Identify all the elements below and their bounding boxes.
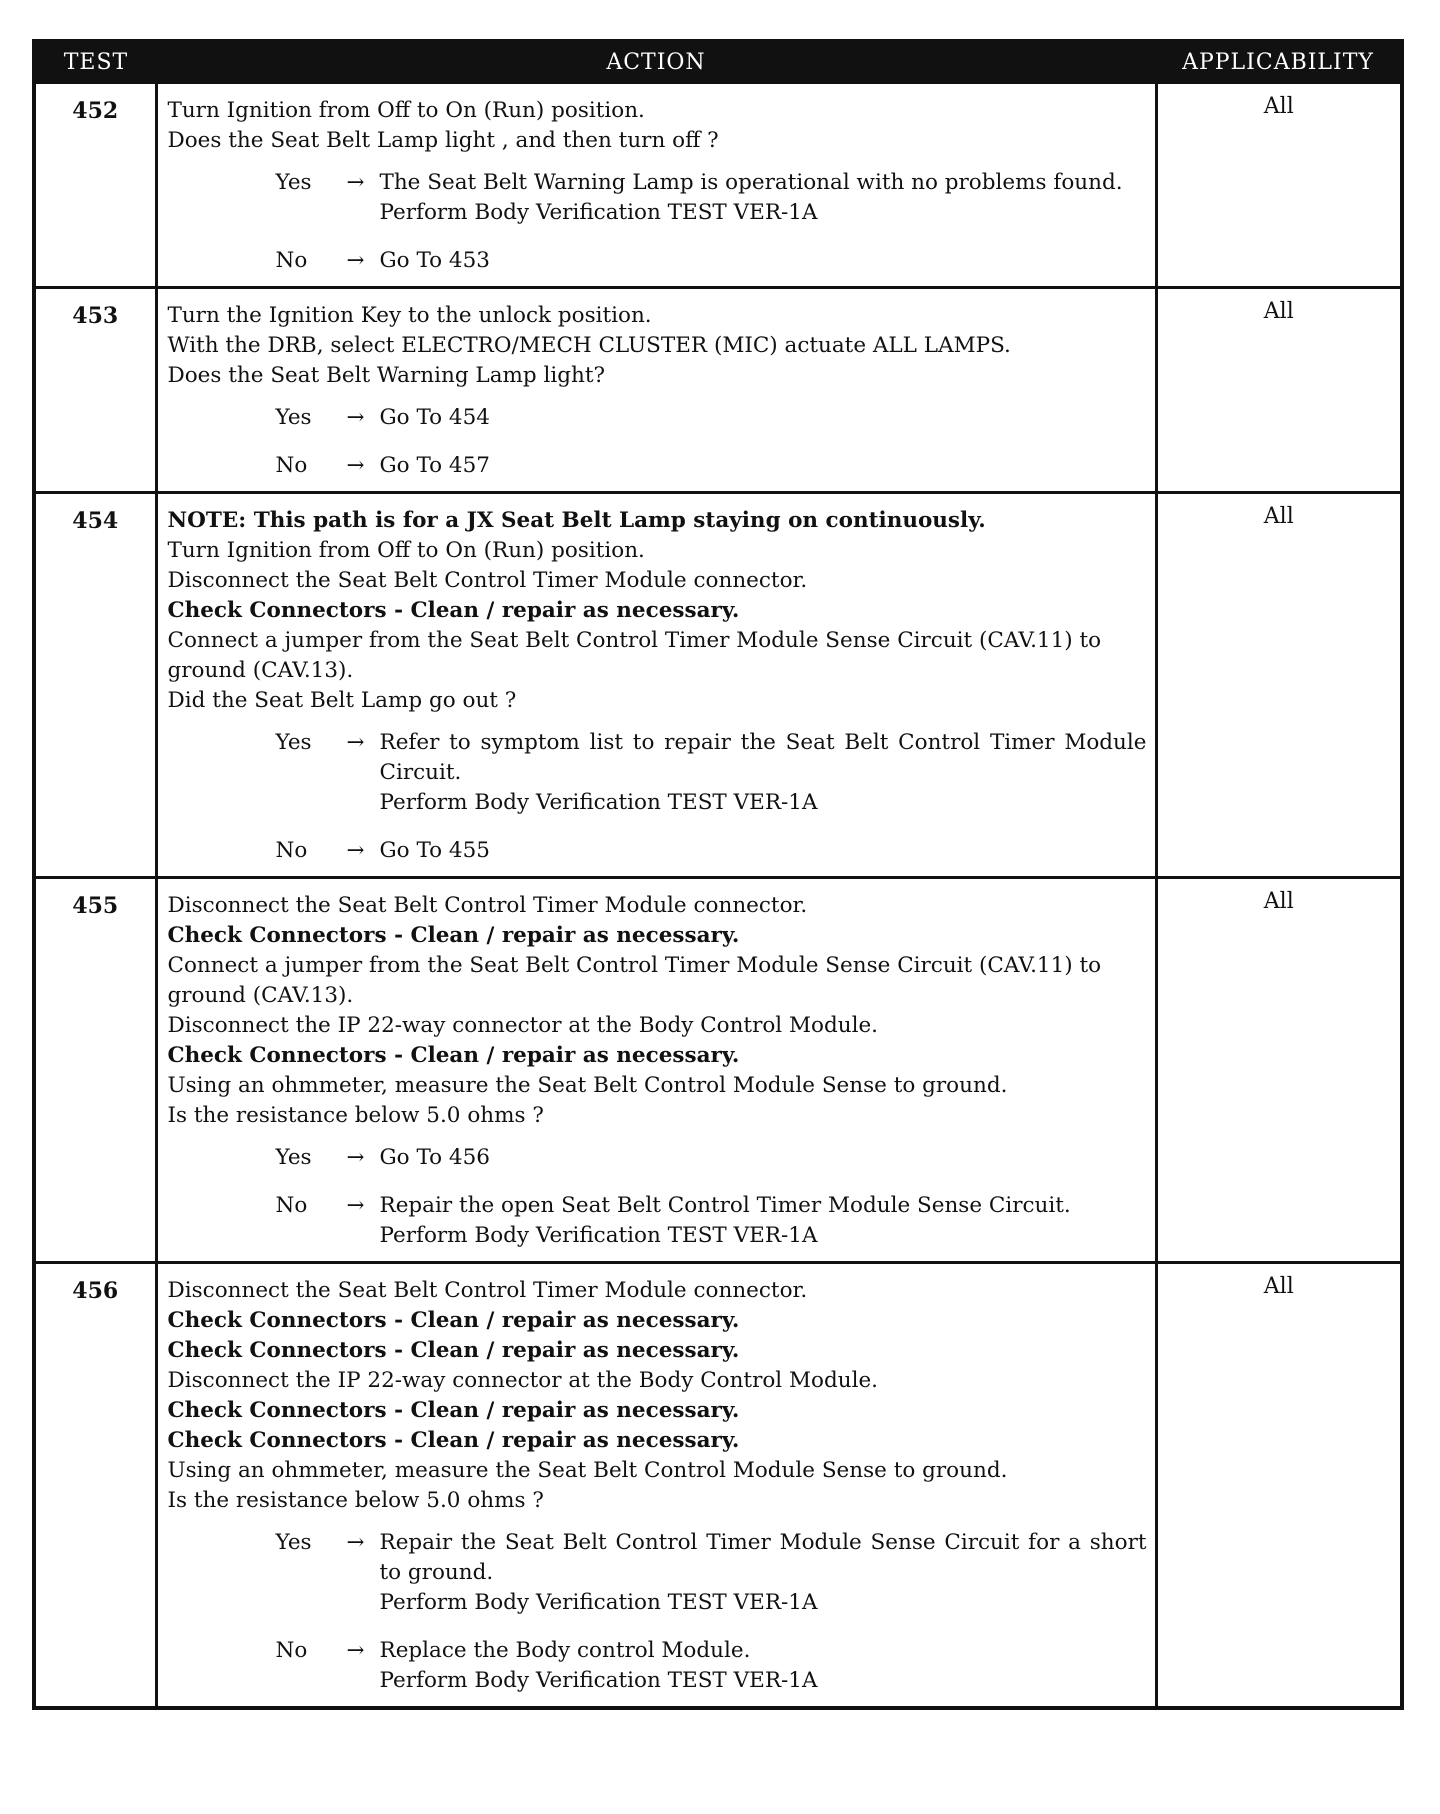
outcome-answer: No <box>275 248 308 273</box>
table-row <box>36 1263 1400 1707</box>
test-number: 453 <box>36 288 156 493</box>
outcome-result-line: Perform Body Verification TEST VER-1A <box>379 1590 818 1615</box>
arrow-right-icon: → <box>346 1530 365 1555</box>
outcome-answer: Yes <box>275 730 312 755</box>
action-note-bold: Check Connectors - Clean / repair as necessary. <box>167 1398 740 1423</box>
action-note-bold: NOTE: This path is for a JX Seat Belt Lamp staying on continuously. <box>167 508 986 533</box>
header-applicability: APPLICABILITY <box>1156 43 1400 83</box>
arrow-right-icon: → <box>346 730 365 755</box>
outcome-list <box>168 1528 1147 1696</box>
action-step: Turn Ignition from Off to On (Run) position. <box>167 538 645 563</box>
test-number: 452 <box>36 83 156 288</box>
action-step: Disconnect the Seat Belt Control Timer Module connector. <box>167 1278 808 1303</box>
test-number: 454 <box>36 493 156 878</box>
header-action: ACTION <box>156 43 1156 83</box>
outcome-no <box>168 836 1147 866</box>
action-step: Is the resistance below 5.0 ohms ? <box>167 1103 544 1128</box>
outcome-answer: Yes <box>275 1145 312 1170</box>
outcome-no <box>168 246 1147 276</box>
outcome-result-line: Perform Body Verification TEST VER-1A <box>379 1668 818 1693</box>
applicability-value: All <box>1156 1263 1400 1707</box>
action-step: Did the Seat Belt Lamp go out ? <box>167 688 517 713</box>
outcome-result-line: Go To 453 <box>379 248 490 273</box>
arrow-right-icon: → <box>346 1193 365 1218</box>
table-body <box>36 83 1400 1707</box>
table-row <box>36 493 1400 878</box>
outcome-result <box>380 246 1147 276</box>
outcome-yes <box>168 728 1147 818</box>
action-step: Using an ohmmeter, measure the Seat Belt Control Module Sense to ground. <box>167 1073 1008 1098</box>
outcome-answer: Yes <box>275 1530 312 1555</box>
action-note-bold: Check Connectors - Clean / repair as necessary. <box>167 1428 740 1453</box>
outcome-no <box>168 1191 1147 1251</box>
action-step: Does the Seat Belt Lamp light , and then turn off ? <box>167 128 719 153</box>
outcome-result-line: The Seat Belt Warning Lamp is operational with no problems found. <box>379 170 1123 195</box>
outcome-yes <box>168 403 1147 433</box>
outcome-result <box>380 168 1147 228</box>
outcome-list <box>168 1143 1147 1251</box>
action-note-bold: Check Connectors - Clean / repair as necessary. <box>167 923 740 948</box>
test-number: 455 <box>36 878 156 1263</box>
outcome-result-line: Refer to symptom list to repair the Seat Belt Control Timer Module Circuit. <box>379 730 1147 785</box>
outcome-result <box>380 403 1147 433</box>
outcome-no <box>168 451 1147 481</box>
outcome-no <box>168 1636 1147 1696</box>
outcome-result-line: Go To 457 <box>379 453 490 478</box>
outcome-result-line: Perform Body Verification TEST VER-1A <box>379 200 818 225</box>
outcome-result-line: Go To 454 <box>379 405 490 430</box>
action-step: Disconnect the Seat Belt Control Timer Module connector. <box>167 568 808 593</box>
table-row <box>36 878 1400 1263</box>
outcome-result-line: Replace the Body control Module. <box>379 1638 751 1663</box>
action-step: Disconnect the IP 22-way connector at the Body Control Module. <box>167 1013 879 1038</box>
action-step: Connect a jumper from the Seat Belt Control Timer Module Sense Circuit (CAV.11) to ground (CAV.13). <box>167 628 1102 683</box>
outcome-result-line: Go To 456 <box>379 1145 490 1170</box>
action-cell <box>156 493 1156 878</box>
outcome-answer: No <box>275 1638 308 1663</box>
action-note-bold: Check Connectors - Clean / repair as necessary. <box>167 598 740 623</box>
arrow-right-icon: → <box>346 1145 365 1170</box>
outcome-yes <box>168 168 1147 228</box>
outcome-answer: No <box>275 453 308 478</box>
outcome-result <box>380 1528 1147 1618</box>
outcome-yes <box>168 1528 1147 1618</box>
action-note-bold: Check Connectors - Clean / repair as necessary. <box>167 1043 740 1068</box>
outcome-result-line: Repair the Seat Belt Control Timer Module Sense Circuit for a short to ground. <box>379 1530 1147 1585</box>
outcome-list <box>168 168 1147 276</box>
applicability-value: All <box>1156 83 1400 288</box>
action-step: Does the Seat Belt Warning Lamp light? <box>167 363 606 388</box>
outcome-answer: Yes <box>275 170 312 195</box>
outcome-yes <box>168 1143 1147 1173</box>
outcome-result-line: Repair the open Seat Belt Control Timer Module Sense Circuit. <box>379 1193 1071 1218</box>
test-table <box>36 43 1400 1706</box>
action-cell <box>156 1263 1156 1707</box>
outcome-answer: No <box>275 838 308 863</box>
header-test: TEST <box>36 43 156 83</box>
applicability-value: All <box>1156 493 1400 878</box>
action-note-bold: Check Connectors - Clean / repair as necessary. <box>167 1308 740 1333</box>
arrow-right-icon: → <box>346 248 365 273</box>
outcome-answer: No <box>275 1193 308 1218</box>
action-cell <box>156 83 1156 288</box>
outcome-result-line: Perform Body Verification TEST VER-1A <box>379 790 818 815</box>
outcome-result <box>380 451 1147 481</box>
outcome-list <box>168 403 1147 481</box>
action-step: Disconnect the Seat Belt Control Timer Module connector. <box>167 893 808 918</box>
outcome-result <box>380 1143 1147 1173</box>
outcome-answer: Yes <box>275 405 312 430</box>
outcome-result <box>380 1191 1147 1251</box>
outcome-result-line: Go To 455 <box>379 838 490 863</box>
action-step: With the DRB, select ELECTRO/MECH CLUSTER (MIC) actuate ALL LAMPS. <box>167 333 1011 358</box>
action-cell <box>156 288 1156 493</box>
action-step: Turn Ignition from Off to On (Run) position. <box>167 98 645 123</box>
arrow-right-icon: → <box>346 453 365 478</box>
outcome-result-line: Perform Body Verification TEST VER-1A <box>379 1223 818 1248</box>
outcome-result <box>380 1636 1147 1696</box>
table-header <box>36 43 1400 83</box>
arrow-right-icon: → <box>346 838 365 863</box>
action-note-bold: Check Connectors - Clean / repair as necessary. <box>167 1338 740 1363</box>
arrow-right-icon: → <box>346 1638 365 1663</box>
applicability-value: All <box>1156 878 1400 1263</box>
outcome-result <box>380 728 1147 818</box>
table-row <box>36 288 1400 493</box>
arrow-right-icon: → <box>346 405 365 430</box>
outcome-list <box>168 728 1147 866</box>
arrow-right-icon: → <box>346 170 365 195</box>
diagnostic-test-table <box>32 39 1404 1710</box>
action-cell <box>156 878 1156 1263</box>
action-step: Is the resistance below 5.0 ohms ? <box>167 1488 544 1513</box>
test-number: 456 <box>36 1263 156 1707</box>
table-row <box>36 83 1400 288</box>
action-step: Turn the Ignition Key to the unlock position. <box>167 303 652 328</box>
action-step: Disconnect the IP 22-way connector at the Body Control Module. <box>167 1368 879 1393</box>
applicability-value: All <box>1156 288 1400 493</box>
action-step: Using an ohmmeter, measure the Seat Belt Control Module Sense to ground. <box>167 1458 1008 1483</box>
outcome-result <box>380 836 1147 866</box>
action-step: Connect a jumper from the Seat Belt Control Timer Module Sense Circuit (CAV.11) to ground (CAV.13). <box>167 953 1102 1008</box>
